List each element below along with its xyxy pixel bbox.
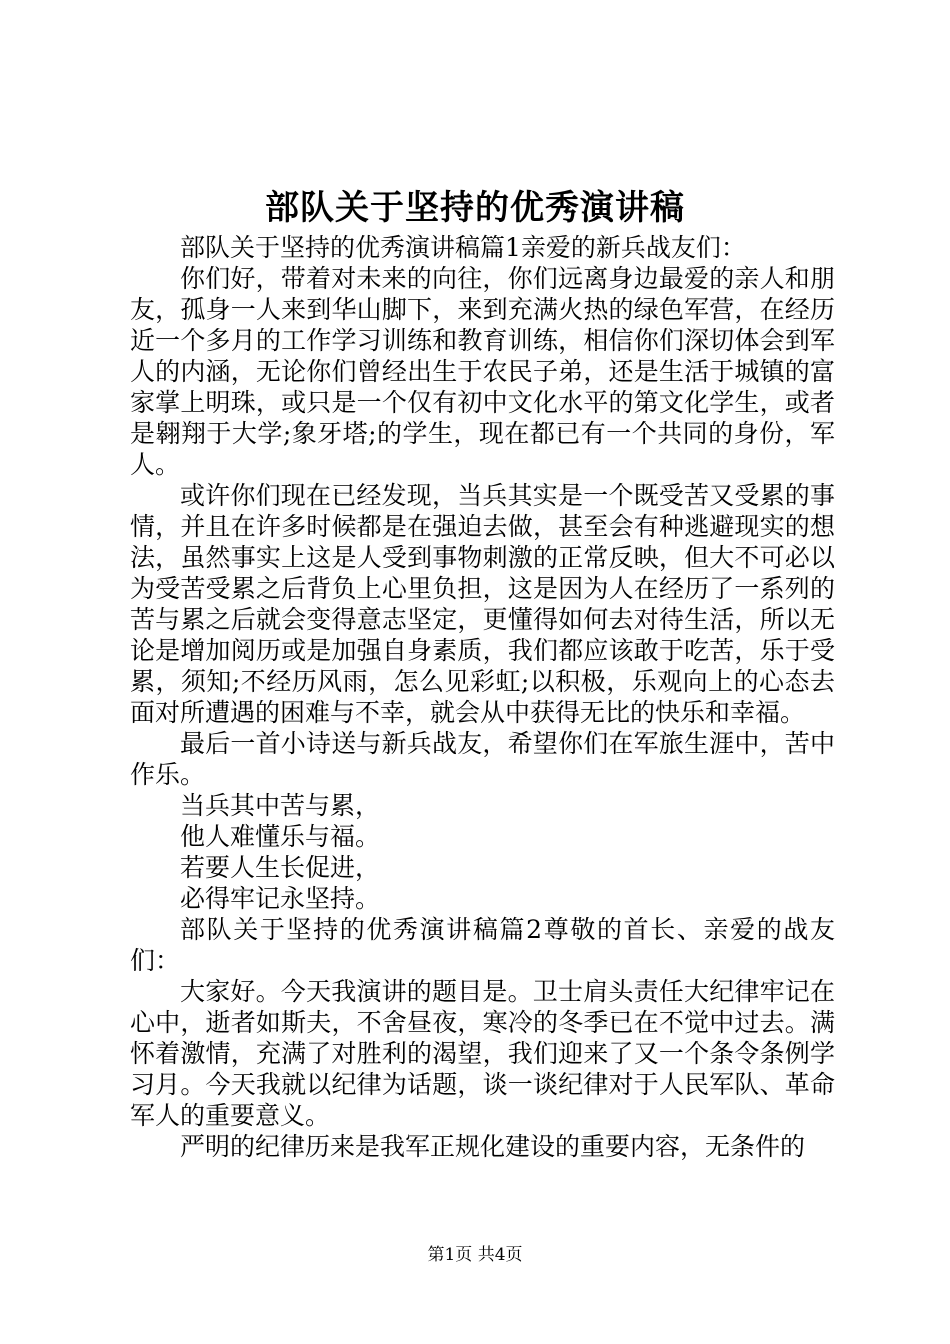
poem-line-4: 必得牢记永坚持。 — [180, 884, 381, 913]
paragraph-speech1-intro: 你们好，带着对未来的向往，你们远离身边最爱的亲人和朋友，孤身一人来到华山脚下，来到充满火热的绿色军营，在经历近一个多月的工作学习训练和教育训练，相信你们深切体会到军人的内涵，无论你们曾经出生于农民子弟，还是生活于城镇的富家掌上明珠，或只是一个仅有初中文化水平的第文化学生，或者是翱翔于大学;象牙塔;的学生，现在都已有一个共同的身份，军人。 — [130, 264, 835, 479]
paragraph-speech2-greeting: 部队关于坚持的优秀演讲稿篇2尊敬的首长、亲爱的战友们： — [130, 915, 835, 975]
poem-line-3: 若要人生长促进， — [180, 853, 381, 882]
document-body — [130, 232, 835, 1162]
paragraph-speech2-intro: 大家好。今天我演讲的题目是。卫士肩头责任大纪律牢记在心中，逝者如斯夫，不舍昼夜，寒冷的冬季已在不觉中过去。满怀着激情，充满了对胜利的渴望，我们迎来了又一个条令条例学习月。今天我就以纪律为话题，谈一谈纪律对于人民军队、革命军人的重要意义。 — [130, 977, 835, 1130]
paragraph-speech1-greeting: 部队关于坚持的优秀演讲稿篇1亲爱的新兵战友们： — [180, 233, 746, 262]
poem-line-2: 他人难懂乐与福。 — [180, 822, 381, 851]
poem-line-1: 当兵其中苦与累， — [180, 791, 381, 820]
page-footer: 第1页 共4页 — [427, 1245, 523, 1265]
paragraph-speech1-hardship: 或许你们现在已经发现，当兵其实是一个既受苦又受累的事情，并且在许多时候都是在强迫去做，甚至会有种逃避现实的想法，虽然事实上这是人受到事物刺激的正常反映，但大不可必以为受苦受累之后背负上心里负担，这是因为人在经历了一系列的苦与累之后就会变得意志坚定，更懂得如何去对待生活，所以无论是增加阅历或是加强自身素质，我们都应该敢于吃苦，乐于受累，须知;不经历风雨，怎么见彩虹;以积极，乐观向上的心态去面对所遭遇的困难与不幸，就会从中获得无比的快乐和幸福。 — [130, 481, 835, 727]
paragraph-speech1-poem-intro: 最后一首小诗送与新兵战友，希望你们在军旅生涯中，苦中作乐。 — [130, 729, 835, 789]
paragraph-speech2-discipline: 严明的纪律历来是我军正规化建设的重要内容，无条件的 — [180, 1132, 806, 1161]
document-title: 部队关于坚持的优秀演讲稿 — [265, 188, 685, 228]
